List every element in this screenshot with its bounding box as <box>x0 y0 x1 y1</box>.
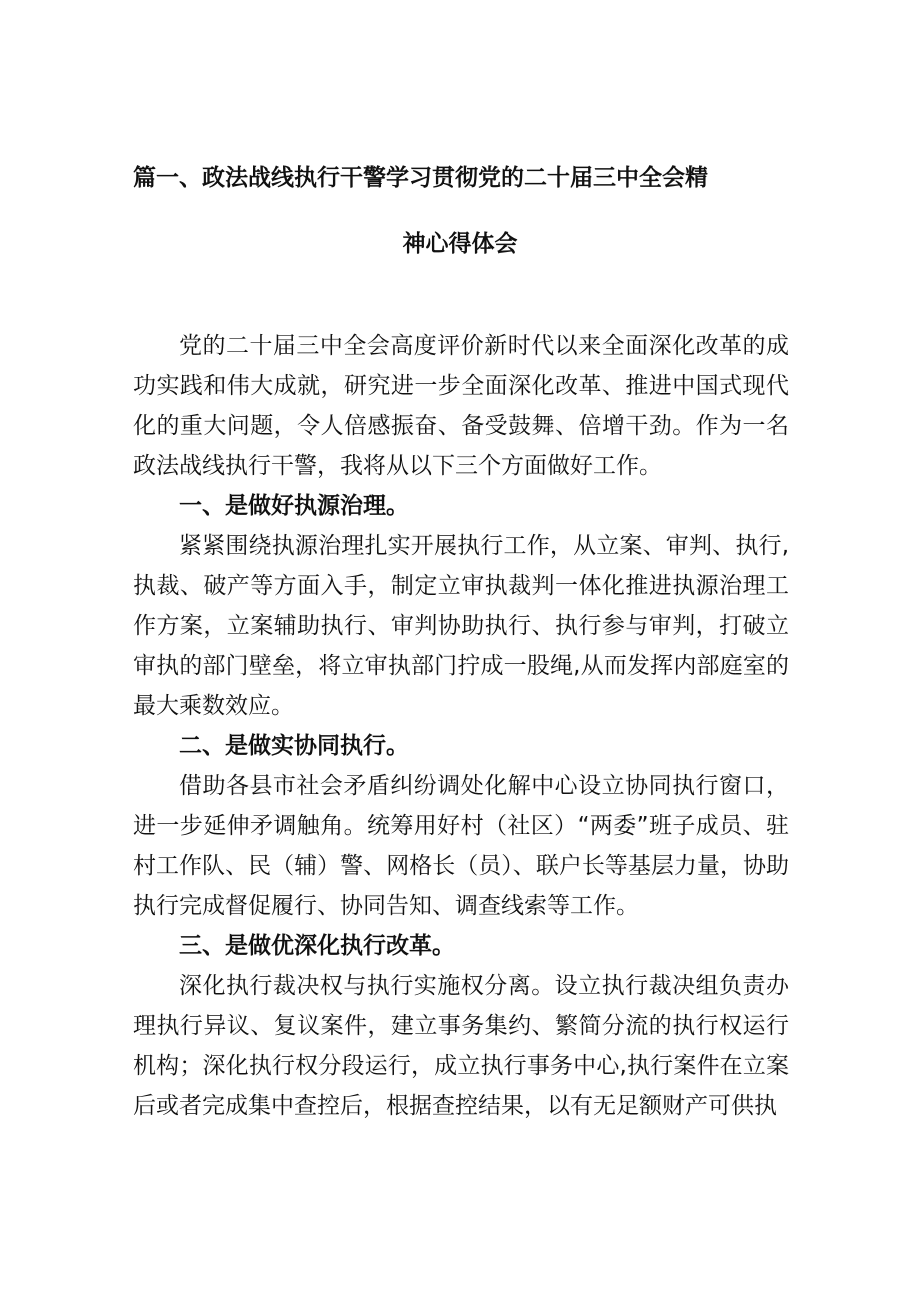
intro-paragraph: 党的二十届三中全会高度评价新时代以来全面深化改革的成功实践和伟大成就，研究进一步全面深化改革、推进中国式现代化的重大问题，令人倍感振奋、备受鼓舞、倍增干劲。作为一名政法战线执行干警，我将从以下三个方面做好工作。 <box>133 333 789 479</box>
section-2-paragraph: 借助各县市社会矛盾纠纷调处化解中心设立协同执行窗口，进一步延伸矛调触角。统筹用好村（社区）“两委”班子成员、驻村工作队、民（辅）警、网格长（员）、联户长等基层力量，协助执行完成督促履行、协同告知、调查线索等工作。 <box>133 773 789 919</box>
section-3-heading: 三、是做优深化执行改革。 <box>179 933 455 959</box>
section-1-heading: 一、是做好执源治理。 <box>179 493 409 519</box>
section-2-heading: 二、是做实协同执行。 <box>179 733 409 759</box>
section-1-paragraph: 紧紧围绕执源治理扎实开展执行工作，从立案、审判、执行,执裁、破产等方面入手，制定立审执裁判一体化推进执源治理工作方案，立案辅助执行、审判协助执行、执行参与审判，打破立审执的部门壁垒，将立审执部门拧成一股绳,从而发挥内部庭室的最大乘数效应。 <box>133 533 789 719</box>
section-3-paragraph: 深化执行裁决权与执行实施权分离。设立执行裁决组负责办理执行异议、复议案件，建立事务集约、繁简分流的执行权运行机构；深化执行权分段运行，成立执行事务中心,执行案件在立案后或者完成集中查控后，根据查控结果，以有无足额财产可供执 <box>133 973 789 1119</box>
document-title-line-1: 篇一、政法战线执行干警学习贯彻党的二十届三中全会精 <box>133 165 708 191</box>
document-title-line-2: 神心得体会 <box>402 231 518 257</box>
document-body <box>133 326 789 1126</box>
